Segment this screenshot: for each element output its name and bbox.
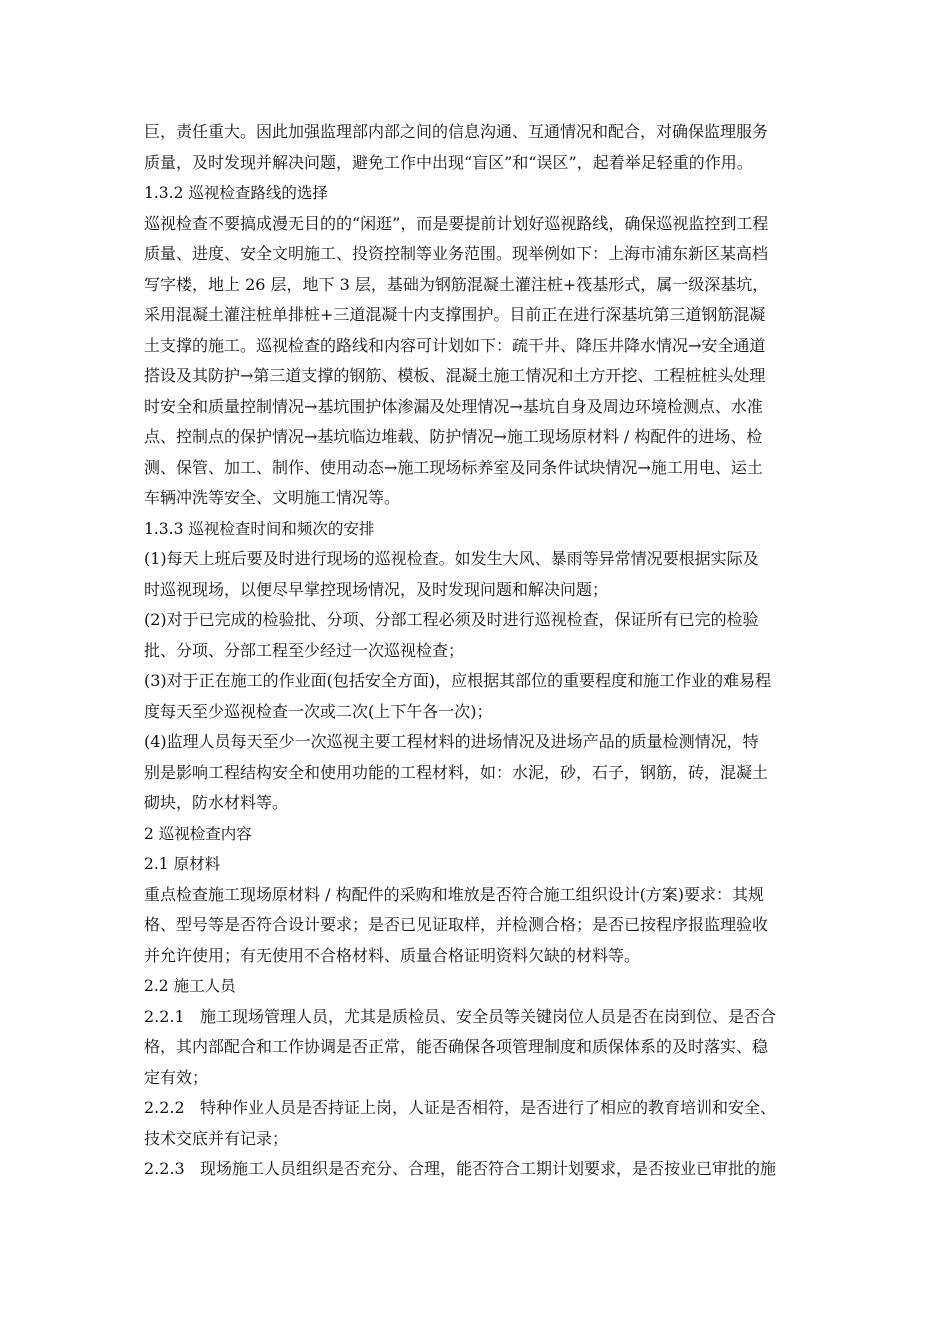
section-heading [144,514,809,545]
line-text: 施工现场管理人员，尤其是质检员、安全员等关键岗位人员是否在岗到位、是否合 [200,1006,777,1026]
line-text: 写字楼，地上 26 层，地下 3 层，基础为钢筋混凝土灌注桩+筏基形式，属一级深基坑， [144,274,769,294]
text-line [144,727,809,758]
text-line [144,300,809,331]
text-line [144,575,809,606]
line-text: 定有效； [144,1067,209,1087]
text-line [144,1002,809,1033]
text-line [144,148,809,179]
line-text: 巨，责任重大。因此加强监理部内部之间的信息沟通、互通情况和配合，对确保监理服务 [144,122,769,141]
line-text: 格、型号等是否符合设计要求；是否已见证取样，并检测合格；是否已按程序报监理验收 [144,915,769,934]
section-heading [144,178,809,209]
line-text: 时巡视现场，以便尽早掌控现场情况，及时发现问题和解决问题； [144,579,609,599]
section-heading [144,819,809,850]
text-line [144,544,809,575]
text-line [144,331,809,362]
document-body [144,117,809,1185]
line-text: 1.3.2 巡视检查路线的选择 [144,184,328,202]
text-line [144,483,809,514]
text-line [144,1093,809,1124]
text-line [144,453,809,484]
text-line [144,1063,809,1094]
line-text: 测、保管、加工、制作、使用动态→施工现场标养室及同条件试块情况→施工用电、运土 [144,457,763,477]
line-text: (1)每天上班后要及时进行现场的巡视检查。如发生大风、暴雨等异常情况要根据实际及 [144,549,759,568]
schedule-item-4 [144,727,809,819]
personnel-2-2-3 [144,1154,809,1185]
line-text: 并允许使用；有无使用不合格材料、质量合格证明资料欠缺的材料等。 [144,945,641,965]
line-text: 砌块，防水材料等。 [144,793,289,812]
line-text: 批、分项、分部工程至少经过一次巡视检查； [144,640,465,660]
text-line [144,422,809,453]
line-text: 2.1 原材料 [144,855,221,873]
line-text: 质量，及时发现并解决问题，避免工作中出现“盲区”和“误区”，起着举足轻重的作用。 [144,152,753,172]
line-text: 现场施工人员组织是否充分、合理，能否符合工期计划要求，是否按业已审批的施 [200,1159,777,1178]
line-text: 采用混凝土灌注桩单排桩+三道混凝十内支撑围护。目前正在进行深基坑第三道钢筋混凝 [144,305,766,324]
section-heading [144,971,809,1002]
line-text: (4)监理人员每天至少一次巡视主要工程材料的进场情况及进场产品的质量检测情况，特 [144,732,759,751]
schedule-item-2 [144,605,809,666]
text-line [144,636,809,667]
line-text: 土支撑的施工。巡视检查的路线和内容可计划如下：疏干井、降压井降水情况→安全通道 [144,335,766,355]
line-text: 2.2 施工人员 [144,977,236,995]
heading-2-1 [144,849,809,880]
text-line [144,239,809,270]
line-text: 格，其内部配合和工作协调是否正常，能否确保各项管理制度和质保体系的及时落实、稳 [144,1037,769,1056]
text-line [144,1032,809,1063]
text-line [144,758,809,789]
line-text: 点、控制点的保护情况→基坑临边堆载、防护情况→施工现场原材料 / 构配件的进场、检 [144,427,763,446]
item-number: 2.2.2 [144,1098,185,1117]
route-paragraph [144,209,809,514]
text-line [144,1154,809,1185]
text-line [144,361,809,392]
text-line [144,666,809,697]
text-line [144,1124,809,1155]
item-number: 2.2.3 [144,1159,185,1178]
heading-2 [144,819,809,850]
text-line [144,209,809,240]
heading-1-3-2 [144,178,809,209]
line-text: 特种作业人员是否持证上岗，人证是否相符，是否进行了相应的教育培训和安全、 [200,1098,777,1117]
text-line [144,788,809,819]
line-text: 技术交底并有记录； [144,1128,289,1148]
text-line [144,117,809,148]
line-text: 1.3.3 巡视检查时间和频次的安排 [144,519,375,538]
line-text: 搭设及其防护→第三道支撑的钢筋、模板、混凝土施工情况和土方开挖、工程桩桩头处理 [144,366,766,385]
text-line [144,605,809,636]
line-text: 质量、进度、安全文明施工、投资控制等业务范围。现举例如下：上海市浦东新区某高档 [144,244,769,263]
heading-1-3-3 [144,514,809,545]
materials-paragraph [144,880,809,972]
section-heading [144,849,809,880]
text-line [144,941,809,972]
item-number: 2.2.1 [144,1006,185,1026]
text-line [144,880,809,911]
schedule-item-3 [144,666,809,727]
text-line [144,697,809,728]
text-line [144,910,809,941]
line-text: 2 巡视检查内容 [144,824,252,843]
text-line [144,270,809,301]
schedule-item-1 [144,544,809,605]
line-text: 重点检查施工现场原材料 / 构配件的采购和堆放是否符合施工组织设计(方案)要求：其规 [144,884,765,904]
line-text: 别是影响工程结构安全和使用功能的工程材料，如：水泥，砂，石子，钢筋，砖，混凝土 [144,762,769,782]
line-text: 车辆冲洗等安全、文明施工情况等。 [144,488,401,507]
line-text: 度每天至少巡视检查一次或二次(上下午各一次)； [144,701,493,721]
personnel-2-2-1 [144,1002,809,1094]
line-text: 巡视检查不要搞成漫无目的的“闲逛”，而是要提前计划好巡视路线，确保巡视监控到工程 [144,213,769,233]
text-line [144,392,809,423]
line-text: (3)对于正在施工的作业面(包括安全方面)，应根据其部位的重要程度和施工作业的难易程 [144,671,772,690]
heading-2-2 [144,971,809,1002]
line-text: (2)对于已完成的检验批、分项、分部工程必须及时进行巡视检查，保证所有已完的检验 [144,610,759,629]
personnel-2-2-2 [144,1093,809,1154]
intro-paragraph [144,117,809,178]
line-text: 时安全和质量控制情况→基坑围护体渗漏及处理情况→基坑自身及周边环境检测点、水准 [144,396,763,416]
